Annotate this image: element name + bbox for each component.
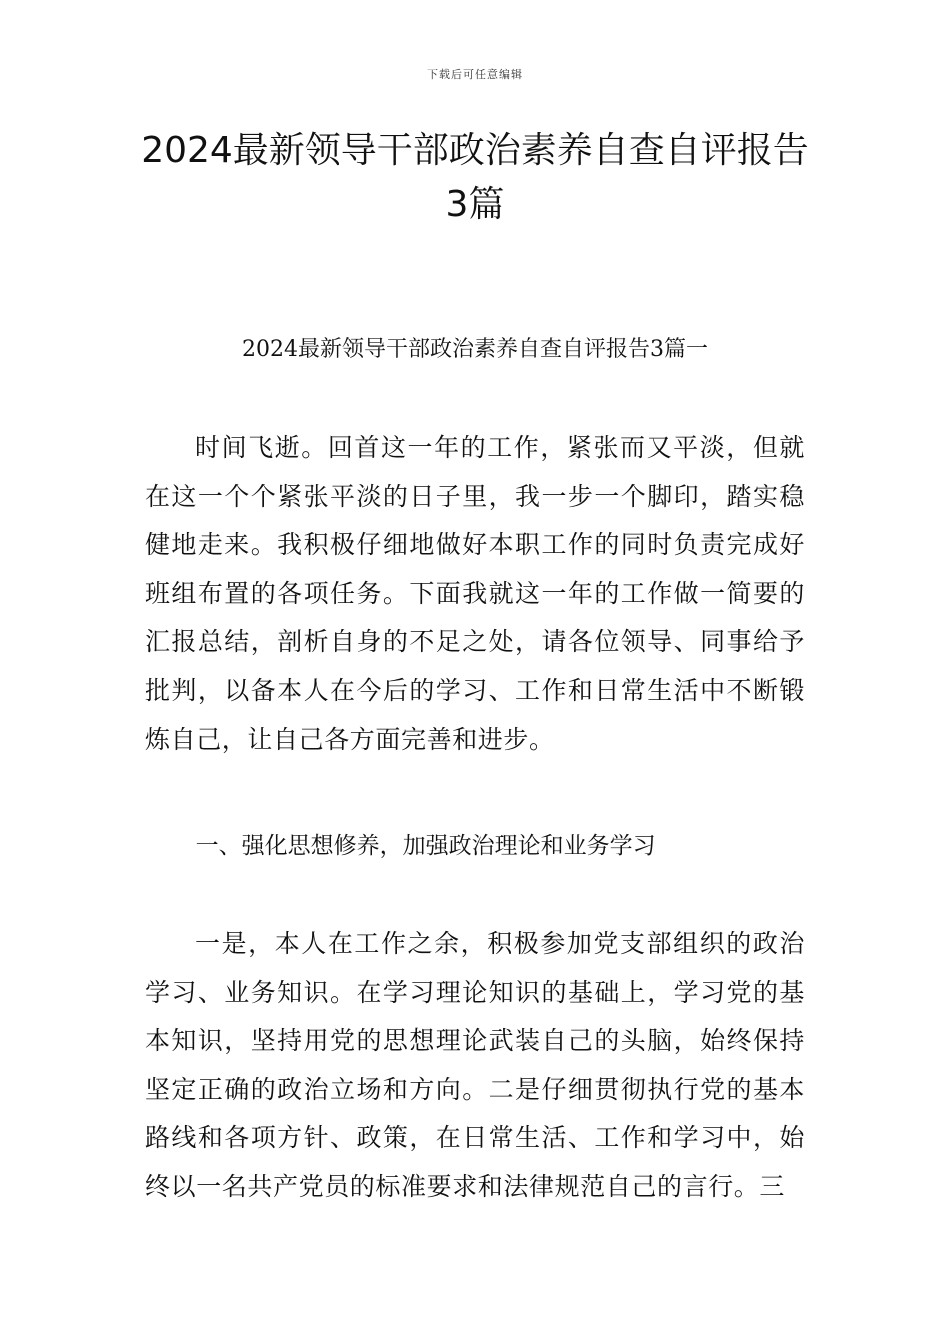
document-title-line-2: 3篇 xyxy=(445,184,505,225)
section-heading: 一、强化思想修养，加强政治理论和业务学习 xyxy=(195,833,656,859)
section-subtitle: 2024最新领导干部政治素养自查自评报告3篇一 xyxy=(242,337,708,362)
document-title xyxy=(100,124,850,232)
document-title-line-1: 2024最新领导干部政治素养自查自评报告 xyxy=(141,130,809,171)
header-note: 下载后可任意编辑 xyxy=(427,68,523,81)
body-paragraph-1: 时间飞逝。回首这一年的工作，紧张而又平淡，但就在这一个个紧张平淡的日子里，我一步一个脚印，踏实稳健地走来。我积极仔细地做好本职工作的同时负责完成好班组布置的各项任务。下面我就这一年的工作做一简要的汇报总结，剖析自身的不足之处，请各位领导、同事给予批判，以备本人在今后的学习、工作和日常生活中不断锻炼自己，让自己各方面完善和进步。 xyxy=(145,433,805,754)
body-paragraph-2: 一是，本人在工作之余，积极参加党支部组织的政治学习、业务知识。在学习理论知识的基础上，学习党的基本知识，坚持用党的思想理论武装自己的头脑，始终保持坚定正确的政治立场和方向。二是仔细贯彻执行党的基本路线和各项方针、政策，在日常生活、工作和学习中，始终以一名共产党员的标准要求和法律规范自己的言行。三 xyxy=(145,929,805,1201)
